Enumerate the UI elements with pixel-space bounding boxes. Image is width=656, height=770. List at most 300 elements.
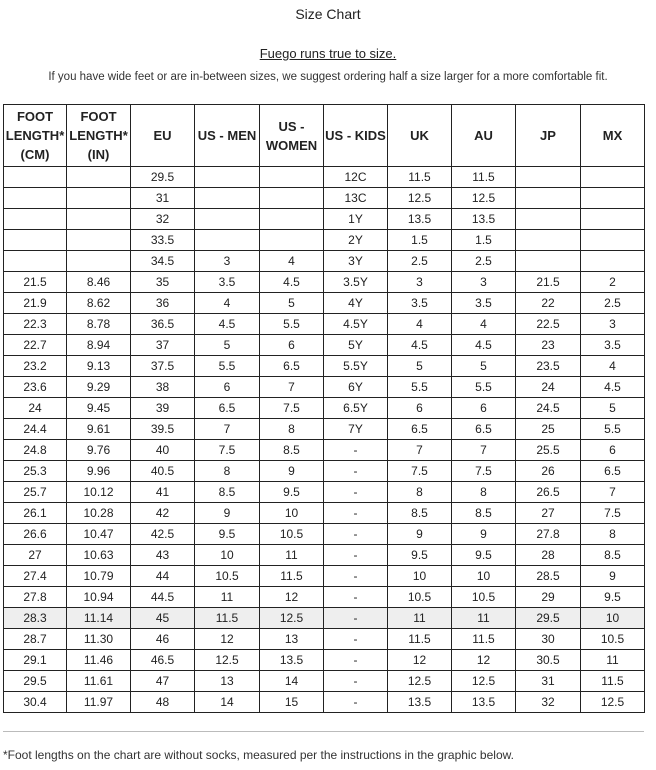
- table-row: [4, 188, 645, 209]
- cell-mx: 5: [581, 398, 645, 419]
- cell-foot-length-cm: [4, 188, 67, 209]
- cell-eu: 34.5: [131, 251, 195, 272]
- header-line: JP: [540, 128, 556, 143]
- cell-foot-length-in: 11.97: [67, 692, 131, 713]
- cell-us-women: 15: [260, 692, 324, 713]
- cell-us-kids: -: [324, 482, 388, 503]
- header-line: LENGTH*: [69, 128, 128, 143]
- cell-us-kids: -: [324, 566, 388, 587]
- cell-jp: [516, 230, 581, 251]
- cell-mx: 2.5: [581, 293, 645, 314]
- cell-us-women: 12.5: [260, 608, 324, 629]
- cell-us-kids: 1Y: [324, 209, 388, 230]
- cell-foot-length-cm: 26.6: [4, 524, 67, 545]
- cell-mx: 8.5: [581, 545, 645, 566]
- table-row: [4, 209, 645, 230]
- cell-mx: 6.5: [581, 461, 645, 482]
- cell-us-women: 4.5: [260, 272, 324, 293]
- table-row: [4, 461, 645, 482]
- cell-mx: 4: [581, 356, 645, 377]
- cell-uk: 9.5: [388, 545, 452, 566]
- header-foot-length-cm: [4, 105, 67, 167]
- cell-us-men: [195, 230, 260, 251]
- cell-us-kids: -: [324, 692, 388, 713]
- table-row: [4, 230, 645, 251]
- cell-uk: 10: [388, 566, 452, 587]
- cell-eu: 44: [131, 566, 195, 587]
- cell-us-men: 6.5: [195, 398, 260, 419]
- cell-foot-length-cm: 24.8: [4, 440, 67, 461]
- cell-au: 6.5: [452, 419, 516, 440]
- cell-us-men: [195, 209, 260, 230]
- cell-foot-length-cm: 27.8: [4, 587, 67, 608]
- cell-uk: 13.5: [388, 209, 452, 230]
- table-row: [4, 293, 645, 314]
- cell-jp: 26: [516, 461, 581, 482]
- cell-us-men: 10: [195, 545, 260, 566]
- cell-au: 7.5: [452, 461, 516, 482]
- cell-au: 4.5: [452, 335, 516, 356]
- cell-us-men: 7.5: [195, 440, 260, 461]
- footnote: *Foot lengths on the chart are without socks, measured per the instructions in the graphic below.: [3, 748, 514, 762]
- cell-jp: 30.5: [516, 650, 581, 671]
- cell-au: 12.5: [452, 671, 516, 692]
- cell-uk: 8.5: [388, 503, 452, 524]
- cell-eu: 41: [131, 482, 195, 503]
- cell-foot-length-in: 9.96: [67, 461, 131, 482]
- cell-uk: 6.5: [388, 419, 452, 440]
- cell-uk: 3: [388, 272, 452, 293]
- cell-au: 10: [452, 566, 516, 587]
- cell-mx: [581, 230, 645, 251]
- cell-foot-length-cm: 28.3: [4, 608, 67, 629]
- cell-us-women: 12: [260, 587, 324, 608]
- cell-us-men: 10.5: [195, 566, 260, 587]
- cell-uk: 8: [388, 482, 452, 503]
- cell-us-kids: 3Y: [324, 251, 388, 272]
- cell-eu: 46: [131, 629, 195, 650]
- cell-uk: 5: [388, 356, 452, 377]
- cell-uk: 13.5: [388, 692, 452, 713]
- cell-foot-length-in: 8.94: [67, 335, 131, 356]
- cell-uk: 5.5: [388, 377, 452, 398]
- cell-eu: 39: [131, 398, 195, 419]
- cell-foot-length-cm: 21.5: [4, 272, 67, 293]
- table-row: [4, 503, 645, 524]
- header-eu: [131, 105, 195, 167]
- table-row: [4, 482, 645, 503]
- header-line: (IN): [87, 147, 110, 162]
- cell-eu: 40: [131, 440, 195, 461]
- cell-uk: 3.5: [388, 293, 452, 314]
- cell-mx: 3: [581, 314, 645, 335]
- cell-us-men: 11: [195, 587, 260, 608]
- table-row: [4, 587, 645, 608]
- cell-mx: 9: [581, 566, 645, 587]
- cell-uk: 12.5: [388, 188, 452, 209]
- header-au: [452, 105, 516, 167]
- cell-us-women: [260, 209, 324, 230]
- header-jp: [516, 105, 581, 167]
- cell-us-women: [260, 230, 324, 251]
- cell-jp: 23: [516, 335, 581, 356]
- cell-us-men: 11.5: [195, 608, 260, 629]
- table-row: [4, 440, 645, 461]
- cell-uk: 4: [388, 314, 452, 335]
- cell-jp: 23.5: [516, 356, 581, 377]
- page-title: Size Chart: [295, 6, 361, 22]
- cell-uk: 12: [388, 650, 452, 671]
- cell-us-women: 11: [260, 545, 324, 566]
- cell-foot-length-cm: 28.7: [4, 629, 67, 650]
- cell-eu: 35: [131, 272, 195, 293]
- cell-foot-length-cm: 27: [4, 545, 67, 566]
- cell-au: 10.5: [452, 587, 516, 608]
- cell-us-men: 9.5: [195, 524, 260, 545]
- header-line: FOOT: [80, 109, 117, 124]
- cell-jp: 22.5: [516, 314, 581, 335]
- header-line: US - KIDS: [325, 128, 386, 143]
- cell-foot-length-in: 8.62: [67, 293, 131, 314]
- size-chart-table: [3, 104, 645, 713]
- cell-foot-length-in: [67, 188, 131, 209]
- cell-eu: 43: [131, 545, 195, 566]
- cell-foot-length-in: [67, 167, 131, 188]
- cell-us-kids: -: [324, 503, 388, 524]
- cell-us-women: 5.5: [260, 314, 324, 335]
- cell-au: 8: [452, 482, 516, 503]
- table-row: [4, 377, 645, 398]
- cell-uk: 4.5: [388, 335, 452, 356]
- cell-us-women: 5: [260, 293, 324, 314]
- cell-us-men: 5: [195, 335, 260, 356]
- cell-foot-length-in: [67, 251, 131, 272]
- cell-jp: 25: [516, 419, 581, 440]
- table-row: [4, 314, 645, 335]
- cell-us-men: 4.5: [195, 314, 260, 335]
- cell-au: 1.5: [452, 230, 516, 251]
- cell-uk: 7: [388, 440, 452, 461]
- cell-us-women: [260, 188, 324, 209]
- cell-us-kids: 13C: [324, 188, 388, 209]
- cell-jp: 31: [516, 671, 581, 692]
- cell-eu: 45: [131, 608, 195, 629]
- cell-jp: 21.5: [516, 272, 581, 293]
- cell-mx: 11: [581, 650, 645, 671]
- header-foot-length-in: [67, 105, 131, 167]
- cell-eu: 32: [131, 209, 195, 230]
- cell-eu: 31: [131, 188, 195, 209]
- cell-us-men: 12: [195, 629, 260, 650]
- cell-jp: [516, 167, 581, 188]
- header-line: (CM): [20, 147, 50, 162]
- cell-uk: 6: [388, 398, 452, 419]
- cell-us-men: 7: [195, 419, 260, 440]
- cell-us-men: 4: [195, 293, 260, 314]
- cell-jp: 26.5: [516, 482, 581, 503]
- cell-us-men: 13: [195, 671, 260, 692]
- cell-mx: [581, 188, 645, 209]
- table-row: [4, 272, 645, 293]
- sizing-advice: If you have wide feet or are in-between sizes, we suggest ordering half a size larger for a more comfortable fit.: [48, 71, 608, 83]
- cell-us-men: [195, 167, 260, 188]
- cell-us-women: 7: [260, 377, 324, 398]
- cell-us-kids: 2Y: [324, 230, 388, 251]
- header-row: [4, 105, 645, 167]
- cell-us-women: 9.5: [260, 482, 324, 503]
- cell-foot-length-cm: 29.1: [4, 650, 67, 671]
- header-mx: [581, 105, 645, 167]
- cell-us-men: 9: [195, 503, 260, 524]
- cell-jp: [516, 251, 581, 272]
- cell-foot-length-in: 10.28: [67, 503, 131, 524]
- header-line: FOOT: [16, 109, 54, 124]
- cell-mx: 3.5: [581, 335, 645, 356]
- cell-foot-length-in: 10.63: [67, 545, 131, 566]
- cell-mx: 2: [581, 272, 645, 293]
- cell-us-women: 8: [260, 419, 324, 440]
- cell-us-women: 7.5: [260, 398, 324, 419]
- cell-us-kids: -: [324, 440, 388, 461]
- cell-eu: 36.5: [131, 314, 195, 335]
- cell-foot-length-cm: 24.4: [4, 419, 67, 440]
- cell-us-women: 13.5: [260, 650, 324, 671]
- cell-foot-length-cm: [4, 230, 67, 251]
- cell-mx: 5.5: [581, 419, 645, 440]
- cell-us-men: 8: [195, 461, 260, 482]
- cell-us-men: [195, 188, 260, 209]
- cell-us-women: 4: [260, 251, 324, 272]
- cell-foot-length-in: 9.45: [67, 398, 131, 419]
- cell-us-women: 13: [260, 629, 324, 650]
- true-to-size-note: Fuego runs true to size.: [259, 46, 397, 61]
- cell-foot-length-in: 11.14: [67, 608, 131, 629]
- header-us-kids: [324, 105, 388, 167]
- cell-au: 3.5: [452, 293, 516, 314]
- cell-eu: 42.5: [131, 524, 195, 545]
- header-uk: [388, 105, 452, 167]
- cell-foot-length-cm: 23.2: [4, 356, 67, 377]
- cell-au: 11: [452, 608, 516, 629]
- table-row: [4, 335, 645, 356]
- cell-jp: 27: [516, 503, 581, 524]
- table-row: [4, 398, 645, 419]
- cell-us-kids: 7Y: [324, 419, 388, 440]
- cell-foot-length-cm: 25.7: [4, 482, 67, 503]
- cell-eu: 38: [131, 377, 195, 398]
- cell-us-kids: -: [324, 671, 388, 692]
- cell-jp: 32: [516, 692, 581, 713]
- cell-jp: 28.5: [516, 566, 581, 587]
- cell-jp: 29.5: [516, 608, 581, 629]
- cell-foot-length-cm: 25.3: [4, 461, 67, 482]
- cell-au: 8.5: [452, 503, 516, 524]
- cell-mx: 6: [581, 440, 645, 461]
- cell-jp: 28: [516, 545, 581, 566]
- cell-au: 2.5: [452, 251, 516, 272]
- cell-us-women: 8.5: [260, 440, 324, 461]
- header-line: MX: [602, 128, 623, 143]
- cell-eu: 44.5: [131, 587, 195, 608]
- cell-foot-length-cm: 24: [4, 398, 67, 419]
- cell-us-kids: 4.5Y: [324, 314, 388, 335]
- cell-us-women: 6.5: [260, 356, 324, 377]
- cell-jp: 30: [516, 629, 581, 650]
- cell-us-kids: -: [324, 524, 388, 545]
- table-body: [4, 167, 645, 713]
- cell-us-women: 10.5: [260, 524, 324, 545]
- header-line: UK: [410, 128, 429, 143]
- cell-mx: 4.5: [581, 377, 645, 398]
- cell-us-men: 3: [195, 251, 260, 272]
- header-line: US - MEN: [197, 128, 257, 143]
- cell-foot-length-cm: 23.6: [4, 377, 67, 398]
- cell-au: 13.5: [452, 692, 516, 713]
- cell-eu: 42: [131, 503, 195, 524]
- cell-uk: 12.5: [388, 671, 452, 692]
- cell-us-men: 12.5: [195, 650, 260, 671]
- cell-foot-length-cm: [4, 167, 67, 188]
- cell-mx: [581, 209, 645, 230]
- cell-us-women: [260, 167, 324, 188]
- cell-au: 11.5: [452, 167, 516, 188]
- header-line: EU: [153, 128, 172, 143]
- table-row: [4, 524, 645, 545]
- header-line: WOMEN: [265, 137, 318, 153]
- cell-uk: 11.5: [388, 167, 452, 188]
- cell-mx: 10.5: [581, 629, 645, 650]
- table-row: [4, 566, 645, 587]
- cell-foot-length-in: 9.29: [67, 377, 131, 398]
- divider: [3, 731, 644, 732]
- cell-uk: 7.5: [388, 461, 452, 482]
- cell-mx: 7: [581, 482, 645, 503]
- cell-eu: 40.5: [131, 461, 195, 482]
- table-row: [4, 356, 645, 377]
- header-line: AU: [474, 128, 493, 143]
- cell-us-women: 10: [260, 503, 324, 524]
- cell-foot-length-cm: 22.7: [4, 335, 67, 356]
- cell-uk: 11: [388, 608, 452, 629]
- cell-eu: 39.5: [131, 419, 195, 440]
- cell-uk: 2.5: [388, 251, 452, 272]
- cell-mx: 12.5: [581, 692, 645, 713]
- cell-us-men: 8.5: [195, 482, 260, 503]
- cell-us-women: 9: [260, 461, 324, 482]
- cell-us-kids: 4Y: [324, 293, 388, 314]
- cell-au: 12: [452, 650, 516, 671]
- cell-jp: 24: [516, 377, 581, 398]
- cell-foot-length-in: 8.78: [67, 314, 131, 335]
- header-us-men: [195, 105, 260, 167]
- table-row: [4, 629, 645, 650]
- table-row: [4, 545, 645, 566]
- cell-jp: 27.8: [516, 524, 581, 545]
- cell-foot-length-cm: [4, 209, 67, 230]
- header-line: LENGTH*: [5, 128, 65, 143]
- cell-us-kids: -: [324, 587, 388, 608]
- table-row: [4, 608, 645, 629]
- cell-foot-length-in: [67, 209, 131, 230]
- cell-foot-length-in: 10.94: [67, 587, 131, 608]
- cell-eu: 37: [131, 335, 195, 356]
- header-line: US -: [278, 118, 305, 134]
- cell-us-women: 11.5: [260, 566, 324, 587]
- cell-foot-length-in: 10.12: [67, 482, 131, 503]
- cell-us-kids: -: [324, 629, 388, 650]
- cell-foot-length-in: 9.13: [67, 356, 131, 377]
- cell-mx: [581, 251, 645, 272]
- cell-au: 3: [452, 272, 516, 293]
- cell-eu: 46.5: [131, 650, 195, 671]
- cell-jp: 24.5: [516, 398, 581, 419]
- cell-au: 9.5: [452, 545, 516, 566]
- table-row: [4, 671, 645, 692]
- table-row: [4, 419, 645, 440]
- cell-eu: 47: [131, 671, 195, 692]
- cell-au: 13.5: [452, 209, 516, 230]
- cell-foot-length-cm: 22.3: [4, 314, 67, 335]
- cell-au: 5: [452, 356, 516, 377]
- cell-us-men: 6: [195, 377, 260, 398]
- table-row: [4, 692, 645, 713]
- cell-foot-length-in: 9.61: [67, 419, 131, 440]
- cell-eu: 33.5: [131, 230, 195, 251]
- cell-foot-length-in: [67, 230, 131, 251]
- cell-jp: [516, 209, 581, 230]
- cell-uk: 1.5: [388, 230, 452, 251]
- cell-au: 5.5: [452, 377, 516, 398]
- cell-us-women: 6: [260, 335, 324, 356]
- cell-mx: [581, 167, 645, 188]
- cell-us-kids: 6Y: [324, 377, 388, 398]
- cell-foot-length-in: 11.61: [67, 671, 131, 692]
- cell-mx: 8: [581, 524, 645, 545]
- cell-us-men: 14: [195, 692, 260, 713]
- cell-us-men: 3.5: [195, 272, 260, 293]
- cell-us-kids: 5Y: [324, 335, 388, 356]
- cell-au: 12.5: [452, 188, 516, 209]
- cell-foot-length-in: 10.79: [67, 566, 131, 587]
- cell-eu: 48: [131, 692, 195, 713]
- cell-foot-length-cm: [4, 251, 67, 272]
- cell-au: 9: [452, 524, 516, 545]
- cell-foot-length-in: 10.47: [67, 524, 131, 545]
- header-us-women: [260, 105, 324, 167]
- cell-jp: 22: [516, 293, 581, 314]
- cell-us-kids: 5.5Y: [324, 356, 388, 377]
- cell-jp: [516, 188, 581, 209]
- cell-foot-length-cm: 29.5: [4, 671, 67, 692]
- cell-us-kids: -: [324, 650, 388, 671]
- cell-uk: 11.5: [388, 629, 452, 650]
- cell-foot-length-cm: 21.9: [4, 293, 67, 314]
- cell-au: 6: [452, 398, 516, 419]
- cell-mx: 11.5: [581, 671, 645, 692]
- cell-us-kids: 3.5Y: [324, 272, 388, 293]
- cell-foot-length-cm: 26.1: [4, 503, 67, 524]
- cell-au: 4: [452, 314, 516, 335]
- table-row: [4, 650, 645, 671]
- cell-eu: 37.5: [131, 356, 195, 377]
- cell-us-men: 5.5: [195, 356, 260, 377]
- cell-mx: 7.5: [581, 503, 645, 524]
- cell-foot-length-in: 11.30: [67, 629, 131, 650]
- cell-uk: 9: [388, 524, 452, 545]
- cell-foot-length-in: 9.76: [67, 440, 131, 461]
- cell-jp: 29: [516, 587, 581, 608]
- cell-foot-length-cm: 30.4: [4, 692, 67, 713]
